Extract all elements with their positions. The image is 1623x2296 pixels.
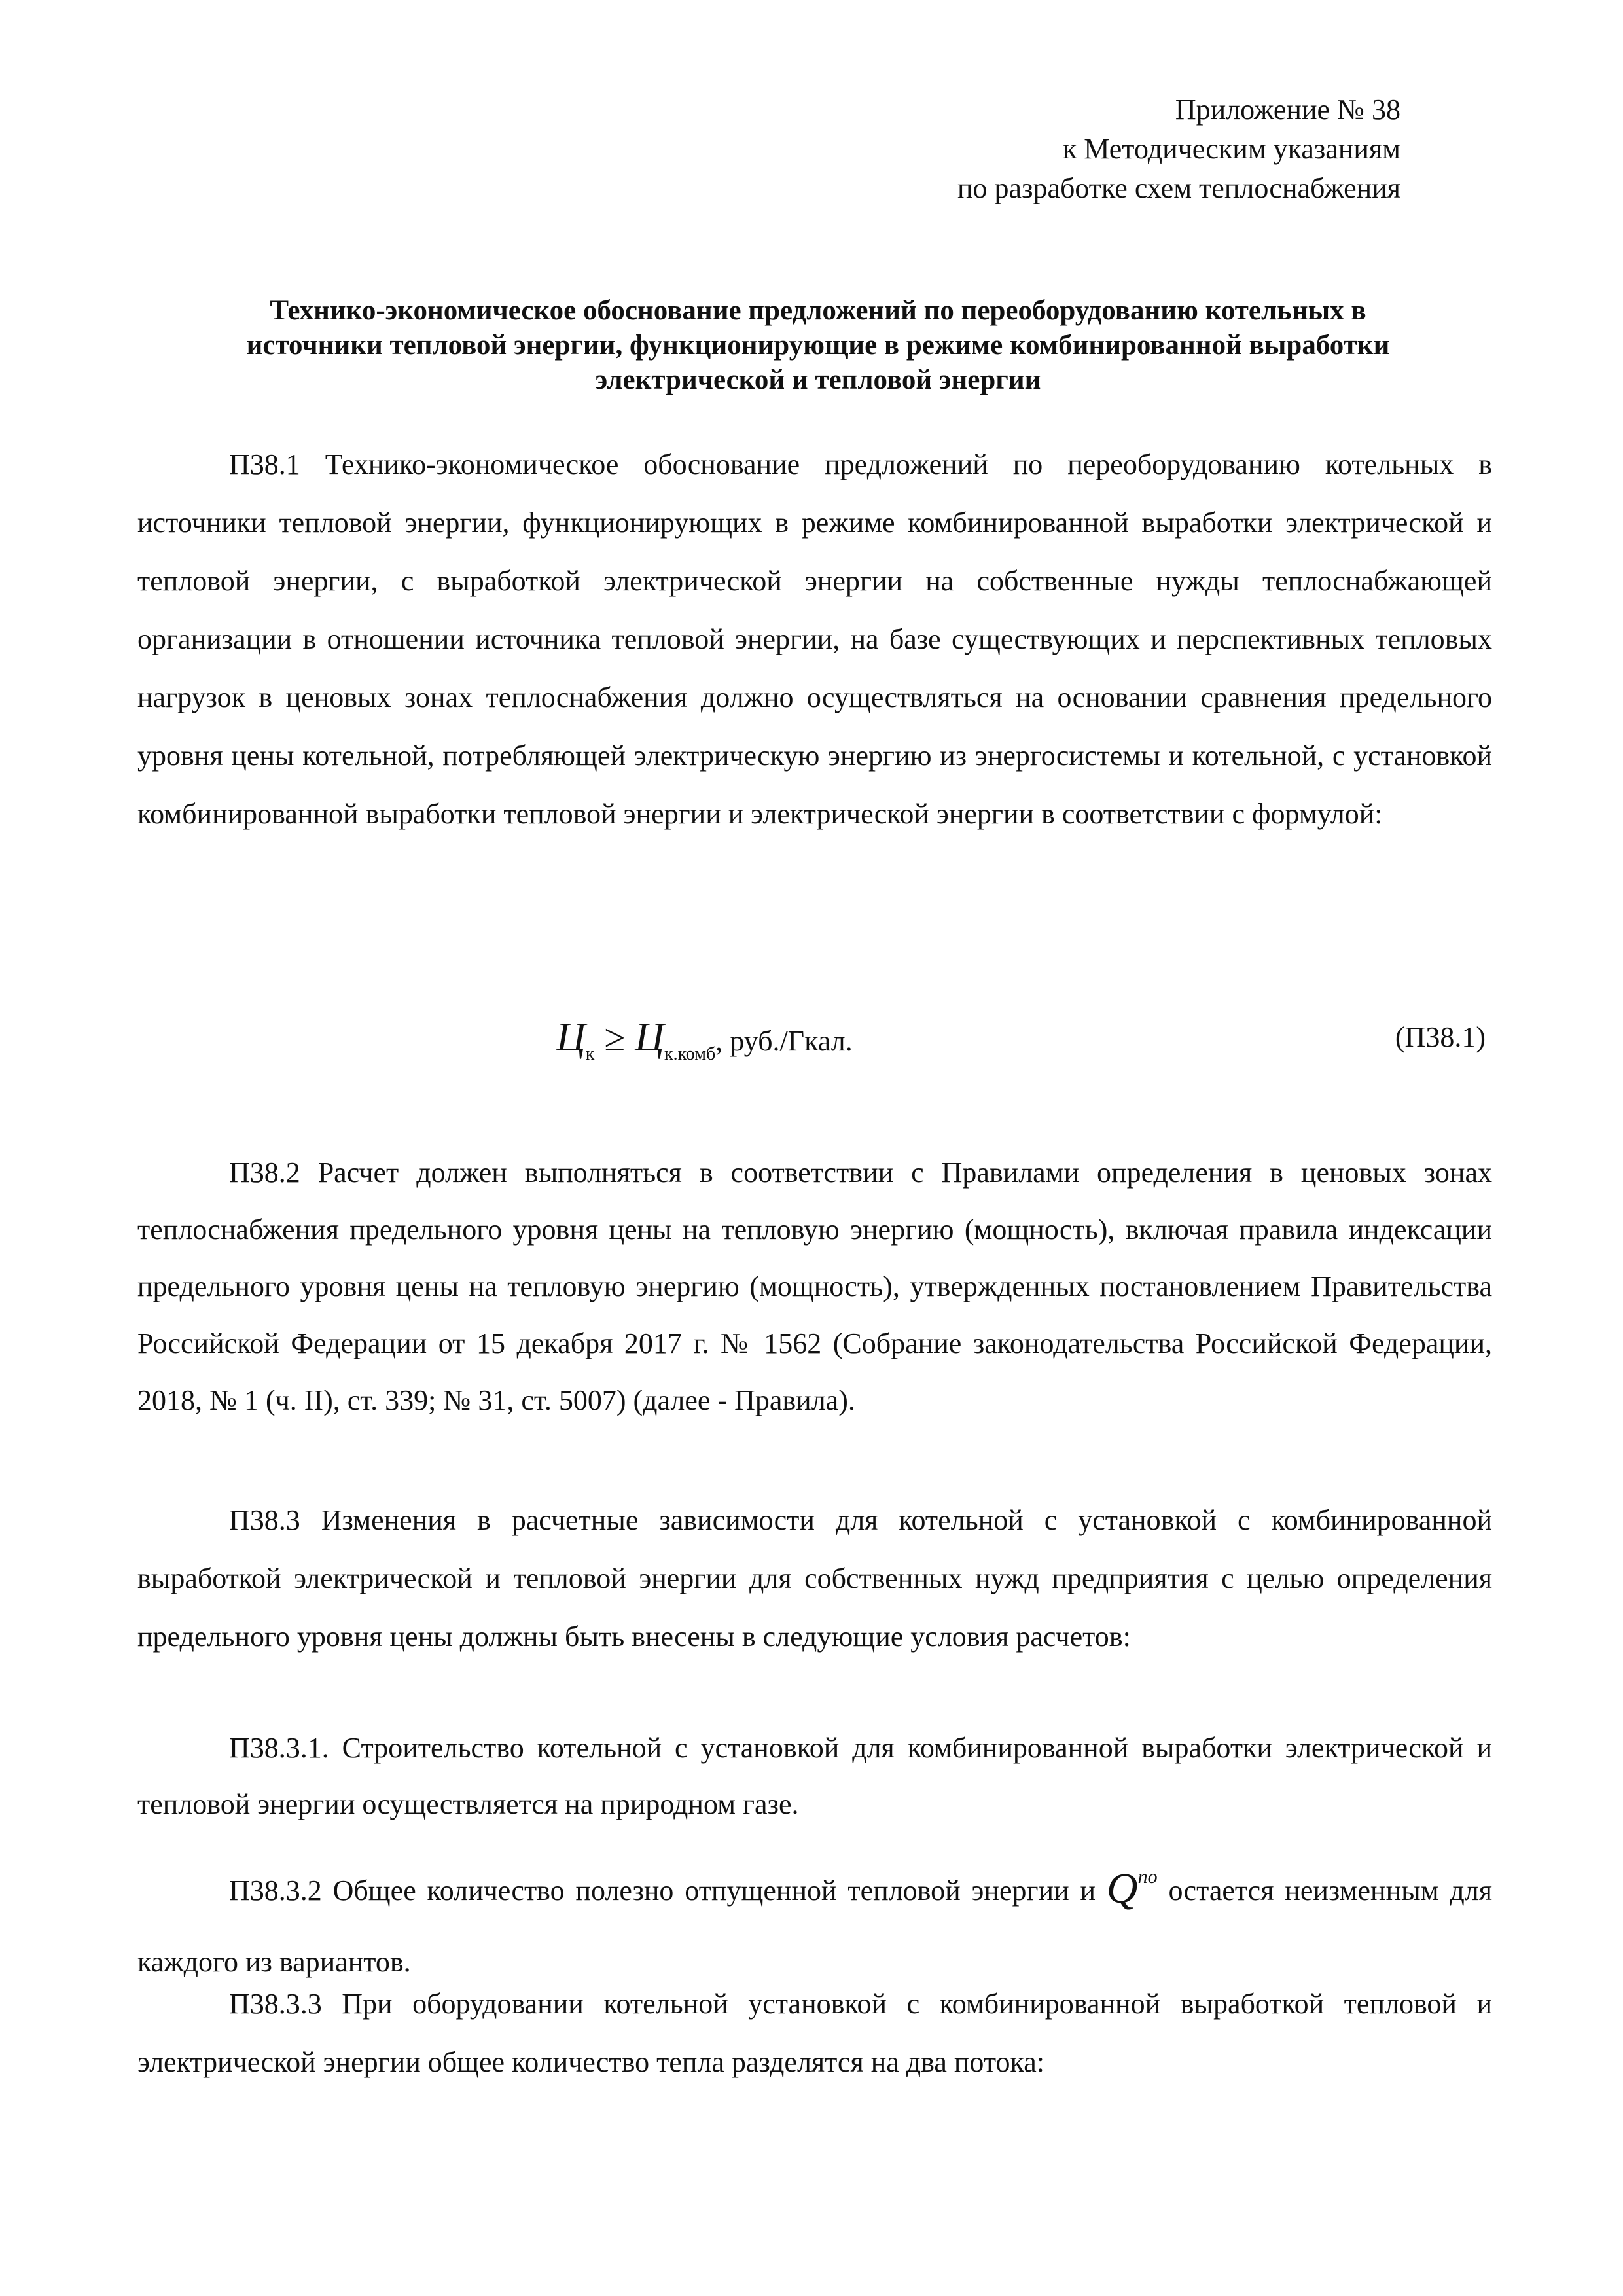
document-title <box>151 293 1486 397</box>
formula-rhs-subscript: к.комб <box>664 1044 716 1064</box>
paragraph-p38-3-1: П38.3.1. Строительство котельной с установкой для комбинированной выработки электрической и тепловой энергии осуществляется на природном газе. <box>137 1732 1492 1820</box>
q-symbol: Q <box>1106 1865 1138 1912</box>
formula-number: (П38.1) <box>1395 1021 1486 1053</box>
paragraph-p38-1: П38.1 Технико-экономическое обоснование предложений по переоборудованию котельных в источники тепловой энергии, функционирующих в режиме комбинированной выработки электрической и тепловой энергии, с выработкой электрической энергии на собственные нужды теплоснабжающей организации в отношении источника тепловой энергии, на базе существующих и перспективных тепловых нагрузок в ценовых зонах теплоснабжения должно осуществляться на основании сравнения предельного уровня цены котельной, потребляющей электрическую энергию из энергосистемы и котельной, с установкой комбинированной выработки тепловой энергии и электрической энергии в соответствии с формулой: <box>137 448 1492 830</box>
formula-p38-1 <box>556 1001 853 1073</box>
appendix-reference: к Методическим указаниям <box>1062 133 1400 165</box>
formula-operator: ≥ <box>604 1016 626 1059</box>
paragraph-p38-3-2-end: остается неизменным для каждого из вариантов. <box>137 1874 1492 1978</box>
formula-units: , руб./Гкал. <box>715 1025 853 1057</box>
title-line-1: Технико-экономическое обоснование предложений по переоборудованию котельных в <box>270 295 1366 326</box>
title-line-3: электрической и тепловой энергии <box>595 365 1041 395</box>
q-superscript: по <box>1137 1866 1158 1888</box>
paragraph-p38-3: П38.3 Изменения в расчетные зависимости для котельной с установкой с комбинированной выработкой электрической и тепловой энергии для собственных нужд предприятия с целью определения предельного уровня цены должны быть внесены в следующие условия расчетов: <box>137 1504 1492 1653</box>
paragraph-p38-3-3: П38.3.3 При оборудовании котельной установкой с комбинированной выработкой тепловой и электрической энергии общее количество тепла разделятся на два потока: <box>137 1988 1492 2078</box>
paragraph-p38-2: П38.2 Расчет должен выполняться в соответствии с Правилами определения в ценовых зонах теплоснабжения предельного уровня цены на тепловую энергию (мощность), включая правила индексации предельного уровня цены на тепловую энергию (мощность), утвержденных постановлением Правительства Российской Федерации от 15 декабря 2017 г. № 1562 (Собрание законодательства Российской Федерации, 2018, № 1 (ч. II), ст. 339; № 31, ст. 5007) (далее - Правила). <box>137 1157 1492 1416</box>
formula-lhs-symbol: Ц <box>556 1015 586 1060</box>
formula-lhs-subscript: к <box>585 1044 595 1064</box>
title-line-2: источники тепловой энергии, функционирующие в режиме комбинированной выработки <box>246 330 1390 361</box>
appendix-number: Приложение № 38 <box>1175 94 1400 126</box>
appendix-subject: по разработке схем теплоснабжения <box>957 172 1400 204</box>
appendix-header <box>851 90 1400 208</box>
paragraph-p38-3-2-start: П38.3.2 Общее количество полезно отпущенной тепловой энергии и <box>229 1874 1107 1907</box>
formula-rhs-symbol: Ц <box>635 1015 665 1060</box>
